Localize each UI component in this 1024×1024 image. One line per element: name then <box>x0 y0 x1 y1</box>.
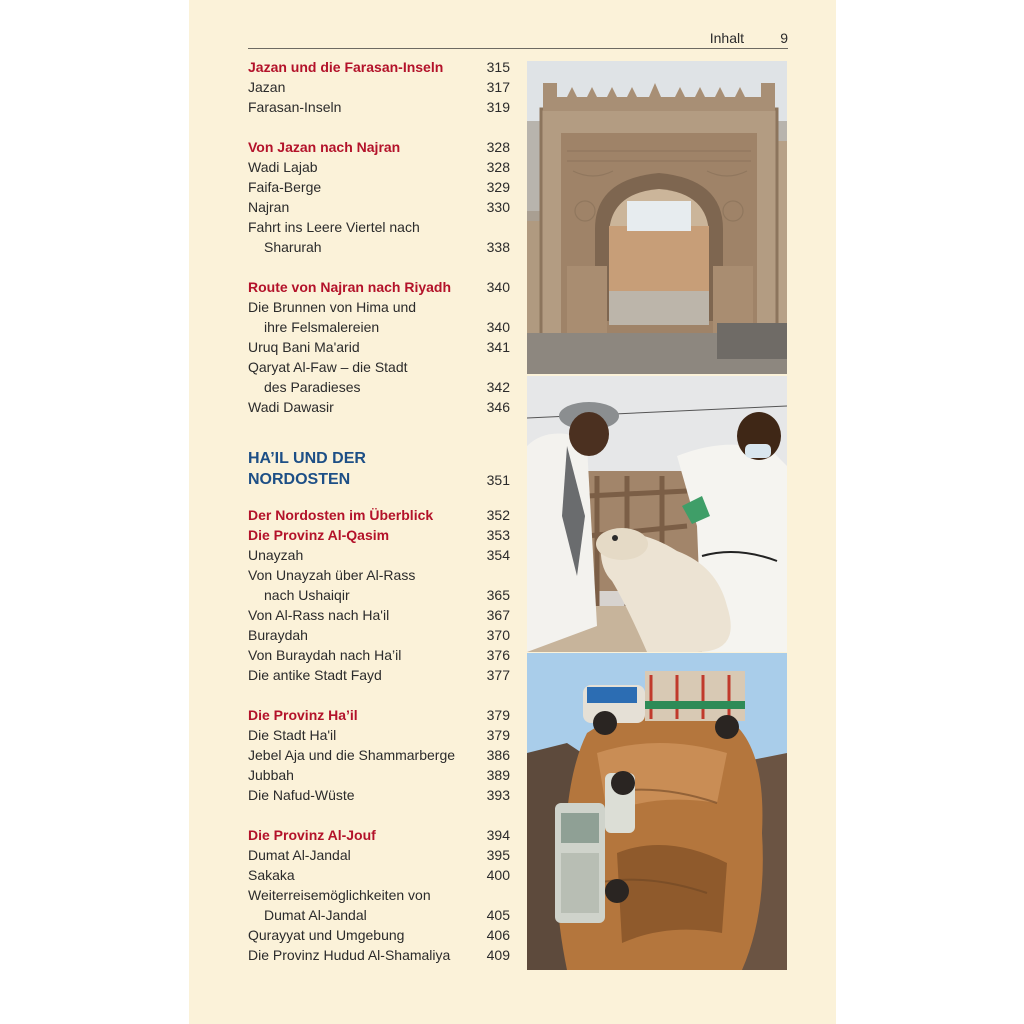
trucks-on-rock-photo <box>527 653 787 970</box>
toc-entry <box>248 157 510 177</box>
toc-entry-page: 394 <box>486 827 510 843</box>
toc-entry-title: Route von Najran nach Riyadh <box>248 279 452 295</box>
toc-section-entry <box>248 505 510 525</box>
archway-photo <box>527 61 787 374</box>
toc-entry <box>248 865 510 885</box>
chapter-page: 351 <box>486 472 510 488</box>
toc-entry <box>248 217 510 237</box>
toc-entry <box>248 357 510 377</box>
toc-block <box>248 705 510 805</box>
toc-entry <box>248 605 510 625</box>
toc-entry-title: Sharurah <box>264 239 322 255</box>
toc-entry-page: 315 <box>486 59 510 75</box>
chapter-heading <box>248 448 510 490</box>
toc-entry-title: Von Unayzah über Al-Rass <box>248 567 416 583</box>
toc-entry-title: Die Stadt Ha'il <box>248 727 337 743</box>
toc-entry <box>248 765 510 785</box>
toc-entry-title: Die Provinz Hudud Al-Shamaliya <box>248 947 451 963</box>
toc-entry-title: Dumat Al-Jandal <box>248 847 351 863</box>
toc-section-entry <box>248 277 510 297</box>
toc-entry-page: 342 <box>486 379 510 395</box>
toc-entry <box>248 665 510 685</box>
toc-entry-title: Von Buraydah nach Ha’il <box>248 647 402 663</box>
toc-entry-title: Die Brunnen von Hima und <box>248 299 417 315</box>
toc-entry <box>248 377 510 397</box>
toc-section-entry <box>248 525 510 545</box>
toc-entry <box>248 745 510 765</box>
toc-entry-title: Weiterreisemöglichkeiten von <box>248 887 431 903</box>
toc-entry-page: 393 <box>486 787 510 803</box>
toc-entry <box>248 317 510 337</box>
toc-entry <box>248 925 510 945</box>
toc-entry-page: 346 <box>486 399 510 415</box>
toc-entry <box>248 197 510 217</box>
toc-block <box>248 57 510 117</box>
toc-entry <box>248 337 510 357</box>
toc-entry-title: Der Nordosten im Überblick <box>248 507 434 523</box>
toc-entry-page: 338 <box>486 239 510 255</box>
toc-entry-title: Jubbah <box>248 767 294 783</box>
toc-entry-title: Farasan-Inseln <box>248 99 342 115</box>
toc-entry <box>248 725 510 745</box>
toc-entry-title: Die Provinz Al-Jouf <box>248 827 376 843</box>
toc-entry <box>248 885 510 905</box>
toc-entry-page: 328 <box>486 159 510 175</box>
toc-entry-page: 377 <box>486 667 510 683</box>
toc-block <box>248 505 510 685</box>
toc-entry-page: 330 <box>486 199 510 215</box>
toc-entry <box>248 77 510 97</box>
toc-entry-title: Die antike Stadt Fayd <box>248 667 382 683</box>
toc-entry-page: 354 <box>486 547 510 563</box>
toc-entry <box>248 845 510 865</box>
toc-entry-title: Von Jazan nach Najran <box>248 139 401 155</box>
toc-block <box>248 137 510 257</box>
page-number: 9 <box>780 30 788 46</box>
toc-section-entry <box>248 825 510 845</box>
toc-entry <box>248 625 510 645</box>
toc-entry <box>248 785 510 805</box>
toc-entry-page: 409 <box>486 947 510 963</box>
toc-entry-title: Jazan <box>248 79 286 95</box>
toc-entry-page: 317 <box>486 79 510 95</box>
toc-entry-title: Najran <box>248 199 290 215</box>
toc-entry-title: des Paradieses <box>264 379 361 395</box>
toc-entry <box>248 905 510 925</box>
toc-block <box>248 825 510 965</box>
toc-entry-title: Qurayyat und Umgebung <box>248 927 405 943</box>
toc-entry <box>248 397 510 417</box>
toc-entry-page: 340 <box>486 319 510 335</box>
toc-entry <box>248 585 510 605</box>
toc-entry-title: Jebel Aja und die Shammarberge <box>248 747 456 763</box>
toc-entry-title: Unayzah <box>248 547 304 563</box>
toc-entry-page: 400 <box>486 867 510 883</box>
toc-entry-page: 376 <box>486 647 510 663</box>
toc-section-entry <box>248 137 510 157</box>
toc-entry-title: Die Provinz Ha’il <box>248 707 358 723</box>
toc-entry-page: 370 <box>486 627 510 643</box>
table-of-contents <box>248 57 510 965</box>
chapter-title-line1: HA’IL UND DER <box>248 450 366 467</box>
toc-entry-page: 379 <box>486 727 510 743</box>
running-header <box>248 30 788 49</box>
toc-entry-title: Die Nafud-Wüste <box>248 787 355 803</box>
toc-entry-title: Uruq Bani Ma'arid <box>248 339 360 355</box>
toc-entry-page: 365 <box>486 587 510 603</box>
toc-entry <box>248 565 510 585</box>
toc-entry-title: ihre Felsmalereien <box>264 319 380 335</box>
toc-entry <box>248 645 510 665</box>
toc-entry-title: Qaryat Al-Faw – die Stadt <box>248 359 408 375</box>
toc-entry <box>248 297 510 317</box>
toc-entry-title: Jazan und die Farasan-Inseln <box>248 59 444 75</box>
toc-entry-title: Faifa-Berge <box>248 179 322 195</box>
toc-entry-page: 395 <box>486 847 510 863</box>
toc-entry <box>248 237 510 257</box>
toc-entry-page: 406 <box>486 927 510 943</box>
toc-entry-title: Sakaka <box>248 867 295 883</box>
toc-entry-page: 353 <box>486 527 510 543</box>
toc-entry-page: 328 <box>486 139 510 155</box>
toc-entry-title: Dumat Al-Jandal <box>264 907 367 923</box>
toc-entry-title: Wadi Lajab <box>248 159 318 175</box>
toc-entry <box>248 177 510 197</box>
toc-entry-page: 405 <box>486 907 510 923</box>
toc-entry-page: 386 <box>486 747 510 763</box>
toc-entry-title: Von Al-Rass nach Ha'il <box>248 607 390 623</box>
toc-entry <box>248 97 510 117</box>
toc-entry-page: 329 <box>486 179 510 195</box>
book-page <box>189 0 836 1024</box>
toc-entry-title: Fahrt ins Leere Viertel nach <box>248 219 420 235</box>
toc-entry-page: 379 <box>486 707 510 723</box>
toc-entry-title: nach Ushaiqir <box>264 587 350 603</box>
chapter-title-line2: NORDOSTEN <box>248 471 351 488</box>
toc-section-entry <box>248 57 510 77</box>
toc-entry-title: Wadi Dawasir <box>248 399 334 415</box>
toc-entry-title: Die Provinz Al-Qasim <box>248 527 390 543</box>
toc-block <box>248 277 510 417</box>
toc-section-entry <box>248 705 510 725</box>
toc-entry <box>248 945 510 965</box>
toc-entry-page: 319 <box>486 99 510 115</box>
toc-entry-page: 340 <box>486 279 510 295</box>
header-label: Inhalt <box>709 30 744 46</box>
toc-entry <box>248 545 510 565</box>
toc-entry-page: 367 <box>486 607 510 623</box>
toc-entry-title: Buraydah <box>248 627 308 643</box>
toc-entry-page: 341 <box>486 339 510 355</box>
camel-market-photo <box>527 376 787 652</box>
toc-entry-page: 352 <box>486 507 510 523</box>
toc-entry-page: 389 <box>486 767 510 783</box>
